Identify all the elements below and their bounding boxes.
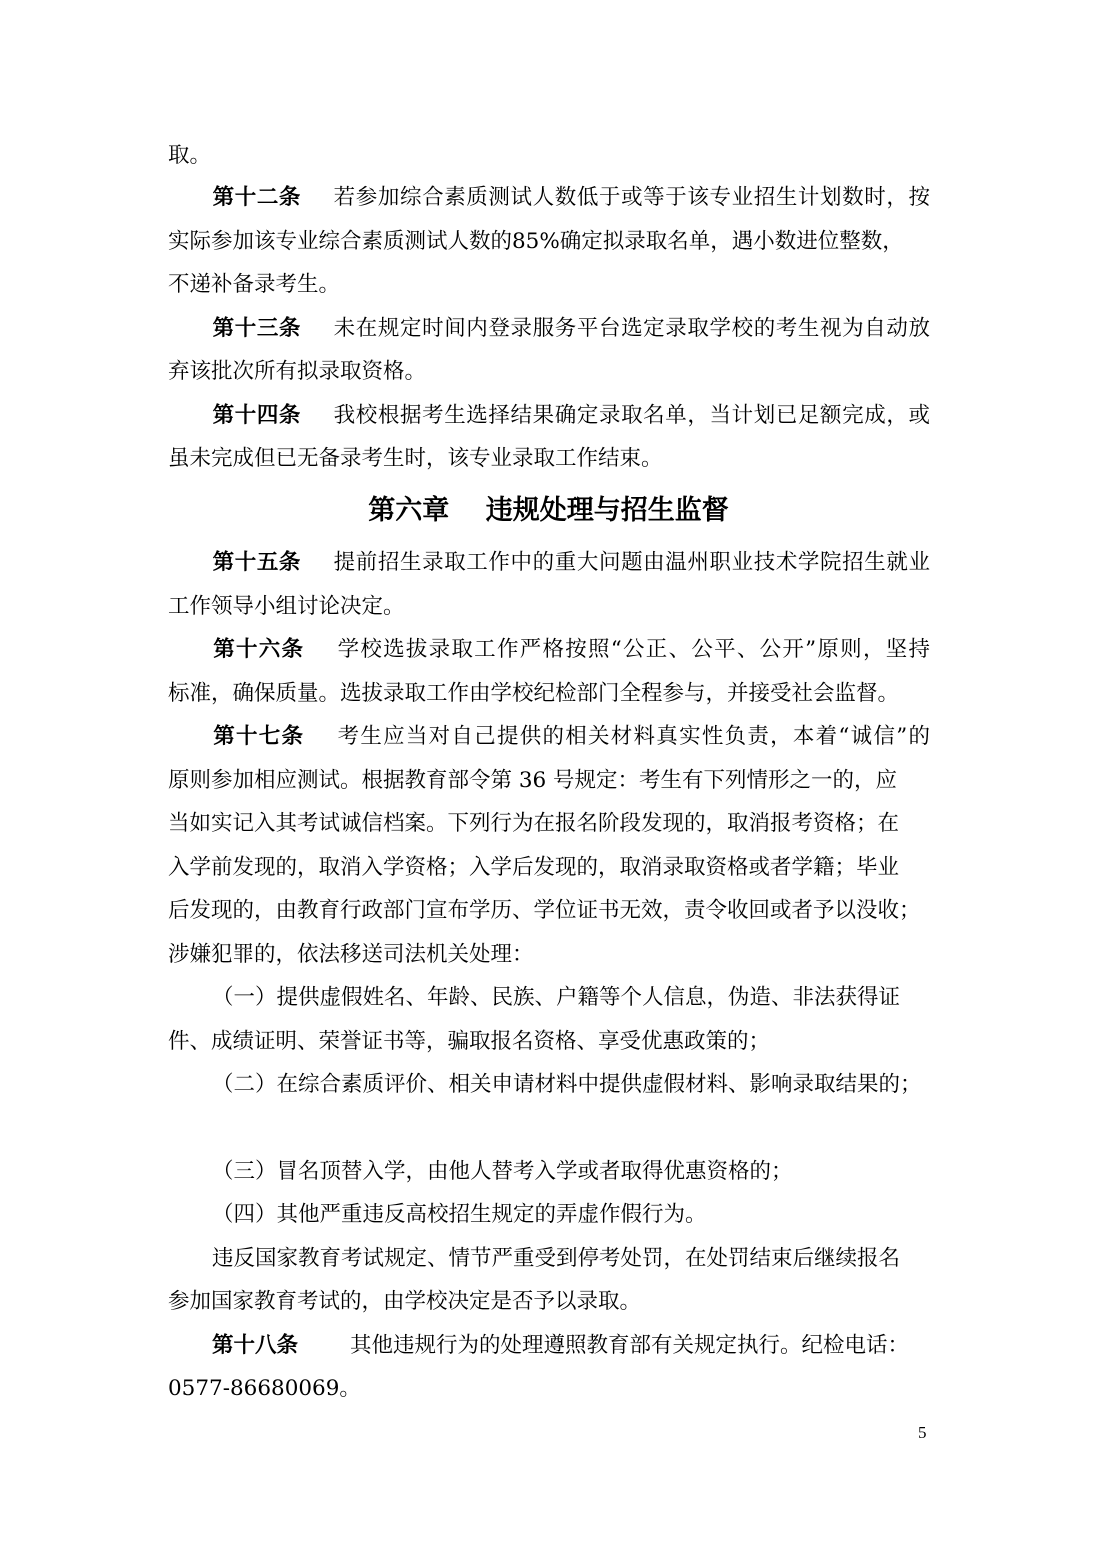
text-span: 件、成绩证明、荣誉证书等，骗取报名资格、享受优惠政策的；	[168, 1029, 771, 1054]
text-span: 若参加综合素质测试人数低于或等于该专业招生计划数时，按	[333, 185, 930, 210]
text-span: 违反国家教育考试规定、情节严重受到停考处罚，在处罚结束后继续报名	[212, 1246, 901, 1271]
text-span: 未在规定时间内登录服务平台选定录取学校的考生视为自动放	[333, 316, 930, 341]
text-span: 入学前发现的，取消入学资格；入学后发现的，取消录取资格或者学籍；毕业	[168, 855, 900, 880]
text-line	[168, 227, 930, 257]
text-span: （四）其他严重违反高校招生规定的弄虚作假行为。	[212, 1202, 707, 1227]
text-span: 当如实记入其考试诚信档案。下列行为在报名阶段发现的，取消报考资格；在	[168, 811, 900, 836]
article-label: 第十七条	[212, 724, 305, 749]
list-item	[168, 1157, 930, 1187]
page-number: 5	[918, 1423, 927, 1442]
text-span: 实际参加该专业综合素质测试人数的85%确定拟录取名单，遇小数进位整数，	[168, 229, 904, 254]
article-14	[168, 401, 930, 431]
text-line	[168, 270, 930, 300]
list-item	[168, 1070, 930, 1100]
text-line	[168, 141, 930, 171]
text-span: 其他违规行为的处理遵照教育部有关规定执行。纪检电话：	[350, 1333, 910, 1358]
article-label: 第十八条	[212, 1333, 299, 1358]
article-12	[168, 183, 930, 213]
text-span: 弃该批次所有拟录取资格。	[168, 359, 427, 384]
text-span: 我校根据考生选择结果确定录取名单，当计划已足额完成，或	[333, 403, 930, 428]
text-span: （一）提供虚假姓名、年龄、民族、户籍等个人信息，伪造、非法获得证	[212, 985, 901, 1010]
text-span: 虽未完成但已无备录考生时，该专业录取工作结束。	[168, 446, 663, 471]
text-span: 不递补备录考生。	[168, 272, 341, 297]
chapter-heading: 第六章 违规处理与招生监督	[368, 495, 729, 526]
paragraph-line	[168, 1244, 930, 1274]
text-span: 考生应当对自己提供的相关材料真实性负责，本着“诚信”的	[336, 724, 930, 749]
text-span: 0577-86680069。	[168, 1376, 361, 1401]
text-line	[168, 809, 930, 839]
text-line	[168, 679, 930, 709]
text-span: 涉嫌犯罪的，依法移送司法机关处理：	[168, 942, 534, 967]
article-label: 第十五条	[212, 550, 302, 575]
text-line	[168, 1374, 930, 1404]
article-17	[168, 722, 930, 752]
text-line	[168, 592, 930, 622]
article-label: 第十二条	[212, 185, 302, 210]
text-line	[168, 1287, 930, 1317]
text-span: 标准，确保质量。选拔录取工作由学校纪检部门全程参与，并接受社会监督。	[168, 681, 900, 706]
text-span: （二）在综合素质评价、相关申请材料中提供虚假材料、影响录取结果的；	[212, 1072, 922, 1097]
text-line	[168, 1027, 930, 1057]
article-13	[168, 314, 930, 344]
list-item	[168, 1200, 930, 1230]
text-line	[168, 940, 930, 970]
article-label: 第十三条	[212, 316, 302, 341]
text-span: 参加国家教育考试的，由学校决定是否予以录取。	[168, 1289, 642, 1314]
article-15	[168, 548, 930, 578]
text-span: （三）冒名顶替入学，由他人替考入学或者取得优惠资格的；	[212, 1159, 793, 1184]
text-span: 工作领导小组讨论决定。	[168, 594, 405, 619]
text-line	[168, 766, 930, 796]
text-span: 取。	[168, 143, 212, 168]
article-16	[168, 635, 930, 665]
text-span: 原则参加相应测试。根据教育部令第 36 号规定：考生有下列情形之一的，应	[168, 768, 898, 793]
list-item	[168, 983, 930, 1013]
text-span: 后发现的，由教育行政部门宣布学历、学位证书无效，责令收回或者予以没收；	[168, 898, 921, 923]
text-line	[168, 853, 930, 883]
article-label: 第十六条	[212, 637, 305, 662]
text-span: 学校选拔录取工作严格按照“公正、公平、公开”原则，坚持	[336, 637, 930, 662]
text-line	[168, 444, 930, 474]
text-span: 提前招生录取工作中的重大问题由温州职业技术学院招生就业	[333, 550, 930, 575]
text-line	[168, 357, 930, 387]
article-18	[168, 1331, 930, 1361]
article-label: 第十四条	[212, 403, 302, 428]
text-line	[168, 896, 930, 926]
